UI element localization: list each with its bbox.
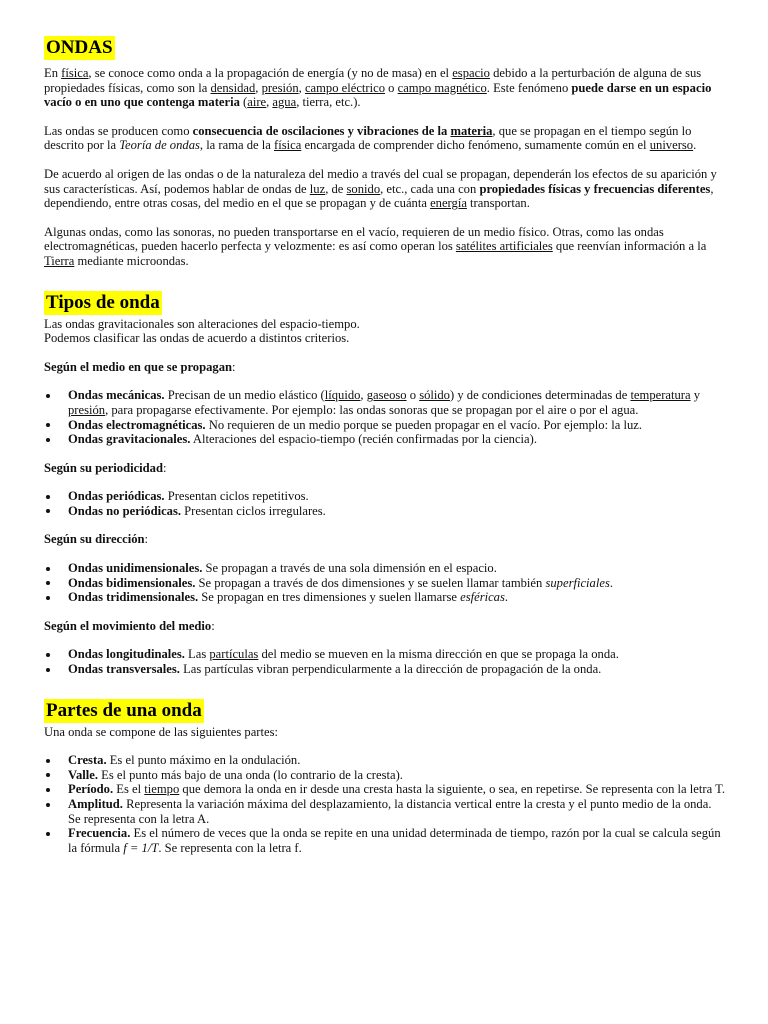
text: Es el número de veces que la onda se repite en una unidad determinada de tiempo, razón por la cual se calcula según la fórmula: [68, 826, 721, 855]
section-title-tipos: Tipos de onda: [46, 291, 160, 313]
text: debido a la perturbación de alguna de sus propiedades físicas, como son la: [44, 66, 702, 95]
link-presion[interactable]: presión: [261, 80, 299, 95]
text: . Este fenómeno: [486, 80, 572, 95]
text: Se propagan a través de una sola dimensión en el espacio.: [202, 561, 497, 576]
text: .: [504, 590, 509, 605]
link-tiempo[interactable]: tiempo: [144, 782, 180, 797]
text: , para propagarse efectivamente. Por ejemplo: las ondas sonoras que se propagan por el aire o por el agua.: [105, 402, 639, 417]
section-title-ondas: ONDAS: [46, 37, 113, 58]
text: (: [239, 95, 248, 110]
text: Presentan ciclos irregulares.: [181, 503, 326, 518]
text: . Se representa con la letra f.: [158, 840, 302, 855]
text: Las partículas vibran perpendicularmente a la dirección de propagación de la onda.: [179, 662, 602, 677]
paragraph-origen: [44, 124, 726, 153]
item-term: Amplitud.: [68, 797, 123, 811]
link-fisica[interactable]: física: [61, 66, 89, 80]
text: ,: [266, 95, 273, 110]
text: :: [232, 359, 236, 374]
list-item: [68, 797, 726, 826]
link-agua[interactable]: agua: [272, 95, 297, 110]
text: o: [406, 388, 420, 403]
list-item: [68, 561, 726, 576]
text: :: [211, 618, 215, 633]
link-espacio[interactable]: espacio: [452, 66, 490, 80]
criterion-heading: [44, 619, 726, 634]
link-satelites-artificiales[interactable]: satélites artificiales: [455, 239, 553, 254]
text: ,: [360, 388, 367, 403]
text: y: [690, 388, 701, 403]
intro-line: Las ondas gravitacionales son alteraciones del espacio-tiempo.: [44, 316, 360, 331]
link-particulas[interactable]: partículas: [209, 647, 259, 662]
link-aire[interactable]: aire: [247, 95, 267, 110]
text: :: [162, 460, 167, 475]
link-luz[interactable]: luz: [309, 181, 326, 196]
text: Es el punto más bajo de una onda (lo contrario de la cresta).: [97, 767, 403, 782]
bold-text: [193, 124, 493, 138]
criterion-label: Según su dirección: [44, 532, 145, 547]
text: En: [44, 66, 62, 80]
item-term: Ondas electromagnéticas.: [68, 417, 206, 432]
text: , de: [325, 181, 347, 196]
text: , que se propagan en el tiempo según lo descrito por la: [44, 123, 692, 153]
criterion-heading: [44, 360, 726, 375]
criterion-label: Según el medio en que se propagan: [44, 359, 233, 374]
italic-text: esféricas: [460, 590, 505, 605]
list-item: [68, 576, 726, 591]
list-item: [68, 782, 726, 797]
link-universo[interactable]: universo: [649, 138, 694, 153]
item-term: Ondas gravitacionales.: [68, 432, 191, 447]
text: que reenvían información a la: [552, 239, 707, 254]
list-medio: [44, 388, 726, 446]
list-item: [68, 647, 726, 662]
text: Alteraciones del espacio-tiempo (recién confirmadas por la ciencia).: [190, 432, 537, 447]
text: encargada de comprender dicho fenómeno, sumamente común en el: [301, 138, 650, 153]
list-item: [68, 418, 726, 433]
item-term: Ondas longitudinales.: [68, 647, 185, 662]
text: No requieren de un medio porque se pueden propagar en el vacío. Por ejemplo: la luz.: [205, 417, 643, 432]
item-term: Valle.: [68, 767, 98, 782]
list-item: [68, 768, 726, 783]
list-item: [68, 662, 726, 677]
formula: f = 1/T: [123, 840, 159, 855]
text: Las: [184, 647, 210, 662]
text: , la rama de la: [199, 138, 275, 153]
text: :: [144, 532, 149, 547]
text: Se propagan a través de dos dimensiones y se suelen llamar también: [195, 575, 546, 590]
item-term: Ondas no periódicas.: [68, 503, 182, 518]
list-item: [68, 753, 726, 768]
text: del medio se mueven en la misma dirección en que se propaga la onda.: [258, 647, 619, 662]
list-item: [68, 504, 726, 519]
bold-text: puede darse en un espacio vacío o en uno que contenga materia: [44, 80, 712, 110]
list-item: [68, 489, 726, 504]
text: De acuerdo al origen de las ondas o de la naturaleza del medio a través del cual se propagan, dependerán los efectos de su aparición y sus características. Así, podemos hablar de ondas de: [44, 166, 717, 196]
paragraph-vacio: [44, 225, 726, 269]
link-liquido[interactable]: líquido: [324, 388, 361, 403]
list-direccion: [44, 561, 726, 605]
list-item: [68, 826, 726, 855]
text: , dependiendo, entre otras cosas, del medio en el que se propagan y de cuánta: [44, 181, 714, 211]
link-sonido[interactable]: sonido: [346, 181, 381, 196]
text: mediante microondas.: [74, 253, 189, 268]
item-term: Cresta.: [68, 753, 107, 768]
text: .: [609, 575, 613, 590]
link-campo-magnetico[interactable]: campo magnético: [397, 80, 487, 95]
text: que demora la onda en ir desde una cresta hasta la siguiente, o sea, en repetirse. Se representa con la letra T.: [179, 782, 725, 797]
intro-line: Podemos clasificar las ondas de acuerdo a distintos criterios.: [44, 331, 350, 346]
item-term: Ondas unidimensionales.: [68, 561, 203, 576]
text: ,: [255, 80, 262, 95]
link-campo-electrico[interactable]: campo eléctrico: [304, 80, 386, 95]
text: Presentan ciclos repetitivos.: [164, 489, 309, 504]
text: ) y de condiciones determinadas de: [449, 388, 631, 403]
text: , se conoce como onda a la propagación de energía (y no de masa) en el: [88, 66, 453, 80]
italic-text: Teoría de ondas: [119, 138, 200, 153]
item-term: Período.: [68, 782, 114, 797]
item-term: Ondas transversales.: [68, 662, 180, 677]
text: Es el: [113, 782, 145, 797]
link-gaseoso[interactable]: gaseoso: [366, 388, 407, 403]
criterion-label: Según su periodicidad: [44, 460, 163, 475]
item-term: Ondas periódicas.: [68, 489, 165, 504]
text: Representa la variación máxima del desplazamiento, la distancia vertical entre la cresta y el punto medio de la onda. Se representa con la letra A.: [68, 797, 712, 826]
list-item: [68, 388, 726, 417]
link-temperatura[interactable]: temperatura: [630, 388, 691, 403]
paragraph-naturaleza: [44, 167, 726, 211]
item-term: Frecuencia.: [68, 826, 131, 841]
text: Algunas ondas, como las sonoras, no pueden transportarse en el vacío, requieren de un medio físico. Otras, como las ondas electromagnéticas, pueden hacerlo perfecta y velozmente: es así como operan los: [44, 224, 664, 254]
item-term: Ondas bidimensionales.: [68, 575, 196, 590]
list-movimiento: [44, 647, 726, 676]
link-materia[interactable]: materia: [450, 123, 493, 138]
intro-line: Una onda se compone de las siguientes partes:: [44, 724, 278, 739]
text: , etc., cada una con: [380, 181, 480, 196]
text: Las ondas se producen como: [44, 123, 193, 138]
link-solido[interactable]: sólido: [419, 388, 450, 403]
link-presion-2[interactable]: presión: [68, 402, 106, 417]
bold-text: propiedades físicas y frecuencias diferentes: [479, 181, 711, 196]
link-fisica-2[interactable]: física: [274, 138, 302, 153]
text: Es el punto máximo en la ondulación.: [106, 753, 301, 768]
text: ,: [298, 80, 305, 95]
item-term: Ondas mecánicas.: [68, 388, 165, 403]
item-term: Ondas tridimensionales.: [68, 590, 199, 605]
text: o: [385, 80, 398, 95]
link-densidad[interactable]: densidad: [210, 80, 256, 95]
list-item: [68, 432, 726, 447]
text: , tierra, etc.).: [296, 95, 361, 110]
list-item: [68, 590, 726, 605]
criterion-heading: [44, 532, 726, 547]
text: consecuencia de oscilaciones y vibraciones de la: [192, 123, 451, 138]
text: Se propagan en tres dimensiones y suelen llamarse: [198, 590, 461, 605]
criterion-label: Según el movimiento del medio: [44, 618, 212, 633]
text: Precisan de un medio elástico (: [164, 388, 325, 403]
link-tierra[interactable]: Tierra: [44, 253, 75, 268]
italic-text: superficiales: [545, 575, 610, 590]
section-title-partes: Partes de una onda: [46, 699, 202, 721]
list-periodicidad: [44, 489, 726, 518]
text: transportan.: [466, 196, 530, 211]
list-partes: [44, 753, 726, 855]
criterion-heading: [44, 461, 726, 476]
link-energia[interactable]: energía: [430, 196, 467, 211]
paragraph-definicion: [44, 66, 726, 110]
text: .: [693, 138, 697, 153]
